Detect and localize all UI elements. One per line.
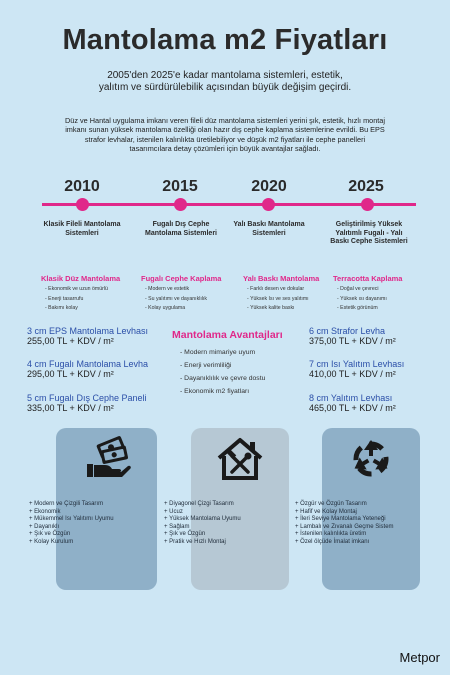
card-item: + Diyagonel Çizgi Tasarım — [164, 501, 234, 507]
description-text: Düz ve Hantal uygulama imkanı veren fileli düz mantolama sistemleri yerini şık, estetik, hızlı montaj imkanı sunan yüksek mantolama özelliği olan hazır dış cephe kaplama sistemlerine evrildi. Bu EPS strafor levhalar, istenilen kalınlıkta üretilebiliyor ve düşük m2 fiyatları ile cephe panelleri tasarımcılara detay çözümleri için büyük avantajlar sağladı. — [65, 116, 385, 154]
page-title: Mantolama m2 Fiyatları — [62, 24, 388, 56]
section-item: - Estetik görünüm — [337, 305, 378, 311]
section-item: - Kolay uygulama — [145, 305, 186, 311]
intro-text: 2005'den 2025'e kadar mantolama sistemleri, estetik, yalıtım ve sürdürülebilik açısından büyük değişim geçirdi. — [98, 70, 352, 93]
section-item: - Doğal ve çevreci — [337, 286, 379, 292]
section-item: - Yüksek kalite baskı — [247, 305, 295, 311]
card-item: + Modern ve Çizgili Tasarım — [29, 501, 104, 507]
price-value: 295,00 TL + KDV / m² — [27, 369, 114, 379]
card-item: + Şık ve Özgün — [29, 531, 71, 538]
card-item: + Ekonomik — [29, 508, 61, 515]
card-item: + Ucuz — [164, 508, 183, 515]
price-item — [309, 393, 450, 413]
section-yali — [243, 274, 343, 314]
section-fugali — [141, 274, 241, 314]
section-terracotta — [333, 274, 433, 314]
price-item — [27, 326, 177, 346]
section-title: Yalı Baskı Mantolama — [243, 274, 320, 283]
price-name: 6 cm Strafor Levha — [309, 326, 386, 336]
price-value: 335,00 TL + KDV / m² — [27, 403, 114, 413]
advantage-item: - Modern mimariye uyum — [180, 349, 256, 356]
price-value: 410,00 TL + KDV / m² — [309, 369, 396, 379]
brand-logo: Metpor — [399, 650, 440, 665]
card-item: + Dayanıklı — [29, 523, 60, 530]
timeline-label: Klasik Fileli Mantolama Sistemleri — [43, 221, 121, 237]
timeline-label: Fugalı Dış Cephe Mantolama Sistemleri — [145, 221, 217, 237]
card-item: + Lambalı ve Zıvanalı Geçme Sistem — [295, 523, 394, 530]
price-value: 465,00 TL + KDV / m² — [309, 403, 396, 413]
section-item: - Yüksek ısı dayanımı — [337, 295, 387, 302]
section-item: - Su yalıtımı ve dayanıklılık — [145, 295, 207, 302]
section-item: - Farklı desen ve dokular — [247, 286, 305, 292]
timeline-line — [42, 203, 416, 206]
section-classic — [41, 274, 141, 314]
timeline-dot — [262, 198, 275, 211]
feature-card — [295, 428, 420, 590]
section-item: - Enerji tasarrufu — [45, 295, 84, 302]
card-item: + Sağlam — [164, 523, 190, 530]
card-item: + Mükemmel Isı Yalıtımı Uyumu — [29, 516, 114, 523]
timeline-year: 2010 — [64, 178, 100, 195]
card-item: + Kolay Kurulum — [29, 538, 74, 545]
timeline-dot — [174, 198, 187, 211]
card-item: + Özgür ve Özgün Tasarım — [295, 501, 367, 507]
card-item: + Pratik ve Hızlı Montaj — [164, 538, 226, 545]
card-item: + Hafif ve Kolay Montaj — [295, 508, 357, 515]
price-item — [309, 359, 450, 379]
timeline-label: Geliştirilmiş Yüksek Yalıtımlı Fugalı - Yalı Baskı Cephe Sistemleri — [330, 221, 408, 245]
advantage-item: - Ekonomik m2 fiyatları — [180, 388, 250, 395]
section-title: Terracotta Kaplama — [333, 274, 403, 283]
advantage-item: - Enerji verimliliği — [180, 362, 232, 369]
feature-card — [164, 428, 289, 590]
price-name: 5 cm Fugalı Dış Cephe Paneli — [27, 393, 147, 403]
section-item: - Bakımı kolay — [45, 305, 78, 311]
timeline-year: 2025 — [348, 178, 384, 195]
section-item: - Ekonomik ve uzun ömürlü — [45, 286, 108, 292]
card-item: + Şık ve Özgün — [164, 531, 206, 538]
price-value: 375,00 TL + KDV / m² — [309, 336, 396, 346]
card-item: + Yüksek Mantolama Uyumu — [164, 516, 241, 523]
timeline-year: 2020 — [251, 178, 287, 195]
section-item: - Yüksek Isı ve ses yalıtımı — [247, 295, 309, 302]
timeline-label: Yalı Baskı Mantolama Sistemleri — [233, 221, 305, 237]
timeline-year: 2015 — [162, 178, 198, 195]
price-name: 4 cm Fugalı Mantolama Levha — [27, 359, 149, 369]
price-item — [309, 326, 450, 346]
feature-card — [29, 428, 157, 590]
section-title: Klasik Düz Mantolama — [41, 274, 121, 283]
price-name: 7 cm Isı Yalıtım Levhası — [309, 359, 405, 369]
timeline-dot — [76, 198, 89, 211]
price-value: 255,00 TL + KDV / m² — [27, 336, 114, 346]
section-item: - Modern ve estetik — [145, 286, 190, 292]
price-item — [27, 393, 177, 413]
price-name: 8 cm Yalıtım Levhası — [309, 393, 393, 403]
house-tools-icon — [191, 436, 289, 487]
advantage-item: - Dayanıklılık ve çevre dostu — [180, 375, 266, 382]
price-name: 3 cm EPS Mantolama Levhası — [27, 326, 149, 336]
money-hand-icon — [56, 436, 157, 485]
card-item: + İleri Seviye Mantolama Yeteneği — [295, 516, 386, 523]
card-item: + Özel ölçüde İmalat imkanı — [295, 538, 370, 545]
section-title: Fugalı Cephe Kaplama — [141, 274, 222, 283]
timeline-dot — [361, 198, 374, 211]
advantages-box — [172, 329, 292, 398]
card-item: + İstenilen kalınlıkta üretim — [295, 531, 367, 538]
advantages-title: Mantolama Avantajları — [172, 329, 283, 341]
recycle-icon — [322, 436, 420, 487]
price-item — [27, 359, 177, 379]
